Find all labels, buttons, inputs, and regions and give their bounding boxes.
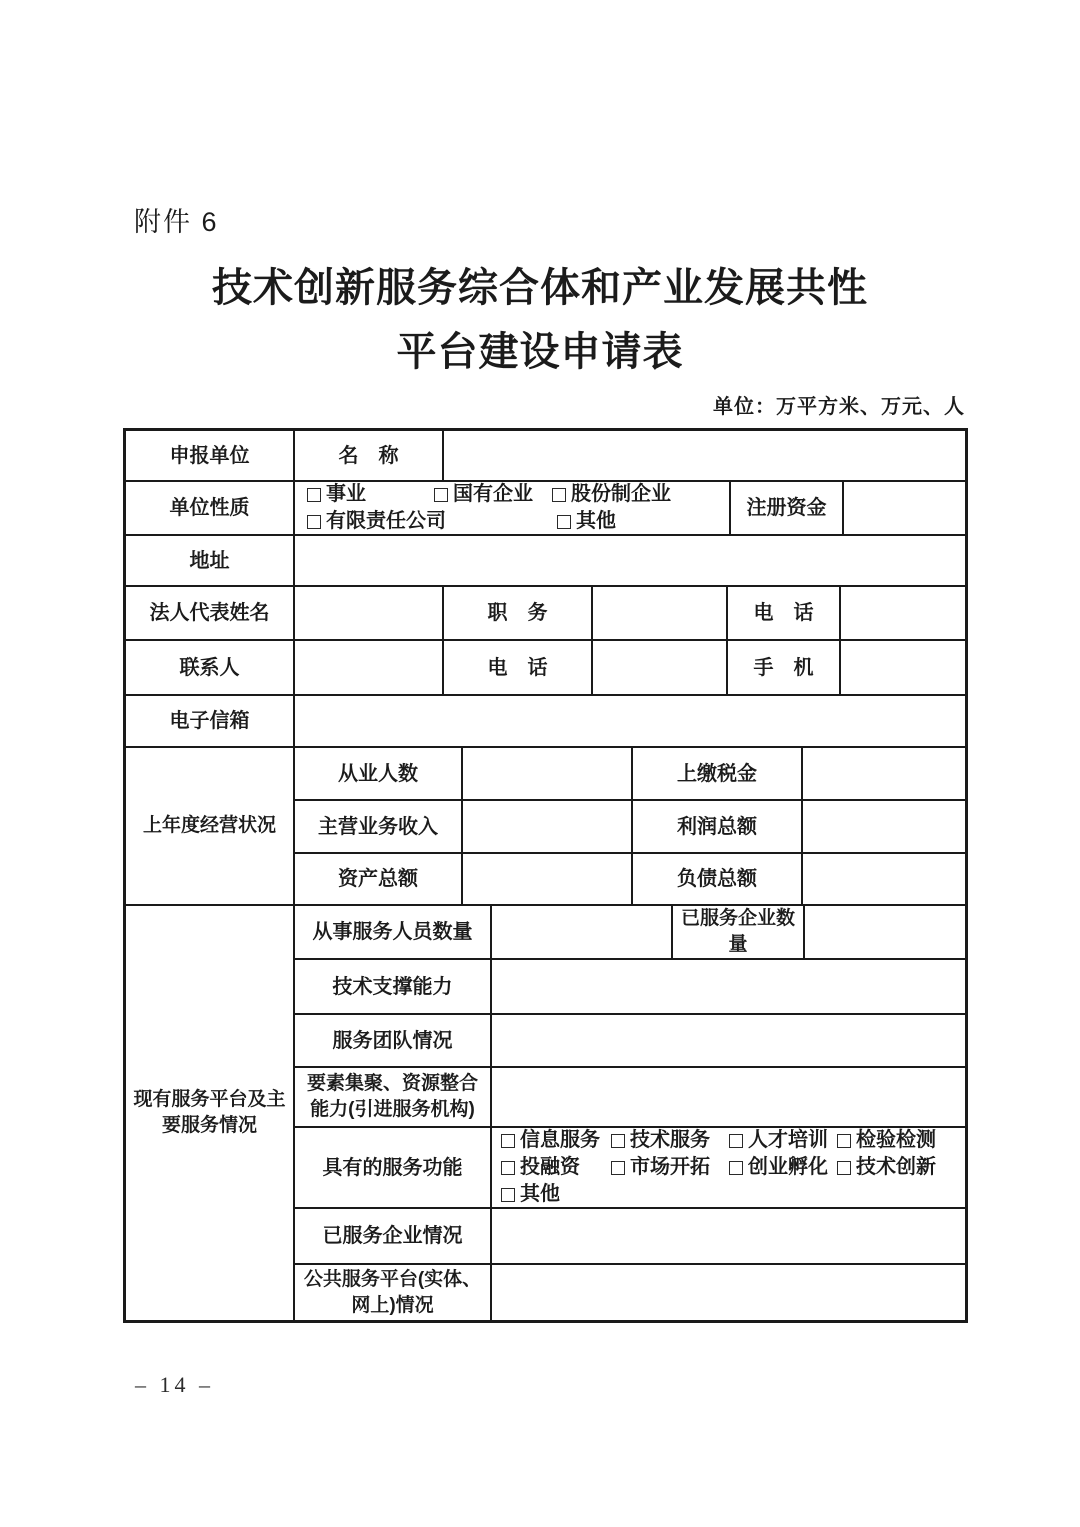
row-email: [126, 696, 965, 748]
field-service-team-input[interactable]: [492, 1015, 965, 1068]
label-served-enterprises: 已服务企业情况: [295, 1209, 492, 1265]
field-employees-input[interactable]: [463, 748, 633, 801]
label-service-team: 服务团队情况: [295, 1015, 492, 1068]
field-served-enterprises-input[interactable]: [492, 1209, 965, 1265]
label-contact: 联系人: [126, 641, 295, 696]
checkbox-icon[interactable]: [611, 1134, 625, 1148]
label-service-staff-count: 从事服务人员数量: [295, 906, 492, 960]
field-contact-phone-input[interactable]: [593, 641, 728, 696]
label-platform-section: 现有服务平台及主要服务情况: [126, 906, 295, 1320]
checkbox-icon[interactable]: [729, 1161, 743, 1175]
field-registered-capital-input[interactable]: [844, 482, 965, 536]
label-email: 电子信箱: [126, 696, 295, 748]
service-function-options: [492, 1128, 965, 1209]
label-phone: 电 话: [728, 587, 841, 641]
checkbox-option-gufenzhi[interactable]: [552, 481, 671, 508]
field-aggregation-input[interactable]: [492, 1068, 965, 1128]
field-main-revenue-input[interactable]: [463, 801, 633, 854]
checkbox-option-xinxifuwu[interactable]: [501, 1127, 611, 1154]
page-number: – 14 –: [135, 1372, 214, 1397]
field-total-liabilities-input[interactable]: [803, 854, 965, 906]
checkbox-icon[interactable]: [501, 1134, 515, 1148]
option-label: 市场开拓: [630, 1156, 710, 1178]
label-address: 地址: [126, 536, 295, 587]
checkbox-option-shiye[interactable]: [307, 481, 434, 508]
row-aggregation: [295, 1068, 965, 1128]
title-line-1: 技术创新服务综合体和产业发展共性: [212, 265, 868, 310]
checkbox-icon[interactable]: [729, 1134, 743, 1148]
label-total-profit: 利润总额: [633, 801, 803, 854]
row-unit-nature: [126, 482, 965, 536]
checkbox-icon[interactable]: [552, 488, 566, 502]
field-tax-paid-input[interactable]: [803, 748, 965, 801]
checkbox-option-jishuchuangxin[interactable]: [837, 1154, 936, 1181]
row-public-platform: [295, 1265, 965, 1320]
option-label: 其他: [576, 510, 616, 532]
label-unit-nature: 单位性质: [126, 482, 295, 536]
row-service-functions: [295, 1128, 965, 1209]
option-label: 技术创新: [856, 1156, 936, 1178]
field-served-enterprise-count-input[interactable]: [805, 906, 965, 960]
application-form-table: [123, 428, 968, 1323]
label-name: 名 称: [295, 431, 444, 482]
checkbox-option-shichangkaituo[interactable]: [611, 1154, 729, 1181]
checkbox-option-guoyou[interactable]: [434, 481, 552, 508]
field-public-platform-input[interactable]: [492, 1265, 965, 1320]
field-name-input[interactable]: [444, 431, 965, 482]
document-title: [0, 256, 1080, 384]
row-served-enterprises: [295, 1209, 965, 1265]
checkbox-option-chuangyefuhua[interactable]: [729, 1154, 837, 1181]
label-registered-capital: 注册资金: [731, 482, 844, 536]
label-employees: 从业人数: [295, 748, 463, 801]
row-revenue-profit: [295, 801, 965, 854]
attachment-label: 附件 6: [134, 207, 219, 237]
row-employees-tax: [295, 748, 965, 801]
field-service-staff-count-input[interactable]: [492, 906, 673, 960]
label-aggregation: 要素集聚、资源整合能力(引进服务机构): [295, 1068, 492, 1128]
label-served-enterprise-count: 已服务企业数量: [673, 906, 805, 960]
option-label: 其他: [520, 1183, 560, 1205]
option-label: 信息服务: [520, 1129, 600, 1151]
field-position-input[interactable]: [593, 587, 728, 641]
option-label: 人才培训: [748, 1129, 828, 1151]
checkbox-icon[interactable]: [501, 1161, 515, 1175]
field-mobile-input[interactable]: [841, 641, 965, 696]
unit-note: 单位：万平方米、万元、人: [713, 396, 965, 418]
field-address-input[interactable]: [295, 536, 965, 587]
checkbox-option-qita-function[interactable]: [501, 1181, 560, 1208]
checkbox-option-jianyanjiance[interactable]: [837, 1127, 936, 1154]
label-main-revenue: 主营业务收入: [295, 801, 463, 854]
option-label: 股份制企业: [571, 483, 671, 505]
section-last-year-status: [126, 748, 965, 906]
checkbox-icon[interactable]: [837, 1134, 851, 1148]
label-tech-support: 技术支撑能力: [295, 960, 492, 1015]
field-total-profit-input[interactable]: [803, 801, 965, 854]
row-legal-rep: [126, 587, 965, 641]
label-service-functions: 具有的服务功能: [295, 1128, 492, 1209]
row-contact: [126, 641, 965, 696]
label-public-platform: 公共服务平台(实体、网上)情况: [295, 1265, 492, 1320]
field-contact-input[interactable]: [295, 641, 444, 696]
label-tax-paid: 上缴税金: [633, 748, 803, 801]
label-contact-phone: 电 话: [444, 641, 593, 696]
checkbox-option-rencaipeixun[interactable]: [729, 1127, 837, 1154]
field-total-assets-input[interactable]: [463, 854, 633, 906]
field-legal-rep-input[interactable]: [295, 587, 444, 641]
checkbox-option-youxian[interactable]: [307, 508, 557, 535]
option-label: 投融资: [520, 1156, 580, 1178]
field-tech-support-input[interactable]: [492, 960, 965, 1015]
label-declaring-unit: 申报单位: [126, 431, 295, 482]
option-label: 国有企业: [453, 483, 533, 505]
option-label: 创业孵化: [748, 1156, 828, 1178]
label-mobile: 手 机: [728, 641, 841, 696]
field-email-input[interactable]: [295, 696, 965, 748]
label-last-year-status: 上年度经营状况: [126, 748, 295, 906]
option-label: 事业: [326, 483, 366, 505]
row-service-team: [295, 1015, 965, 1068]
field-phone-input[interactable]: [841, 587, 965, 641]
checkbox-icon[interactable]: [611, 1161, 625, 1175]
label-total-liabilities: 负债总额: [633, 854, 803, 906]
checkbox-option-tourongzi[interactable]: [501, 1154, 611, 1181]
label-total-assets: 资产总额: [295, 854, 463, 906]
unit-nature-options: [295, 482, 731, 536]
section-existing-platform: [126, 906, 965, 1320]
row-declaring-unit: [126, 431, 965, 482]
checkbox-icon[interactable]: [501, 1188, 515, 1202]
label-legal-rep: 法人代表姓名: [126, 587, 295, 641]
title-line-2: 平台建设申请表: [396, 329, 684, 374]
label-position: 职 务: [444, 587, 593, 641]
option-label: 检验检测: [856, 1129, 936, 1151]
checkbox-icon[interactable]: [434, 488, 448, 502]
option-label: 有限责任公司: [326, 510, 446, 532]
row-assets-liabilities: [295, 854, 965, 906]
row-address: [126, 536, 965, 587]
option-label: 技术服务: [630, 1129, 710, 1151]
checkbox-option-jishufuwu[interactable]: [611, 1127, 729, 1154]
row-service-staff: [295, 906, 965, 960]
checkbox-icon[interactable]: [307, 515, 321, 529]
checkbox-option-qita[interactable]: [557, 508, 616, 535]
checkbox-icon[interactable]: [557, 515, 571, 529]
row-tech-support: [295, 960, 965, 1015]
checkbox-icon[interactable]: [837, 1161, 851, 1175]
checkbox-icon[interactable]: [307, 488, 321, 502]
